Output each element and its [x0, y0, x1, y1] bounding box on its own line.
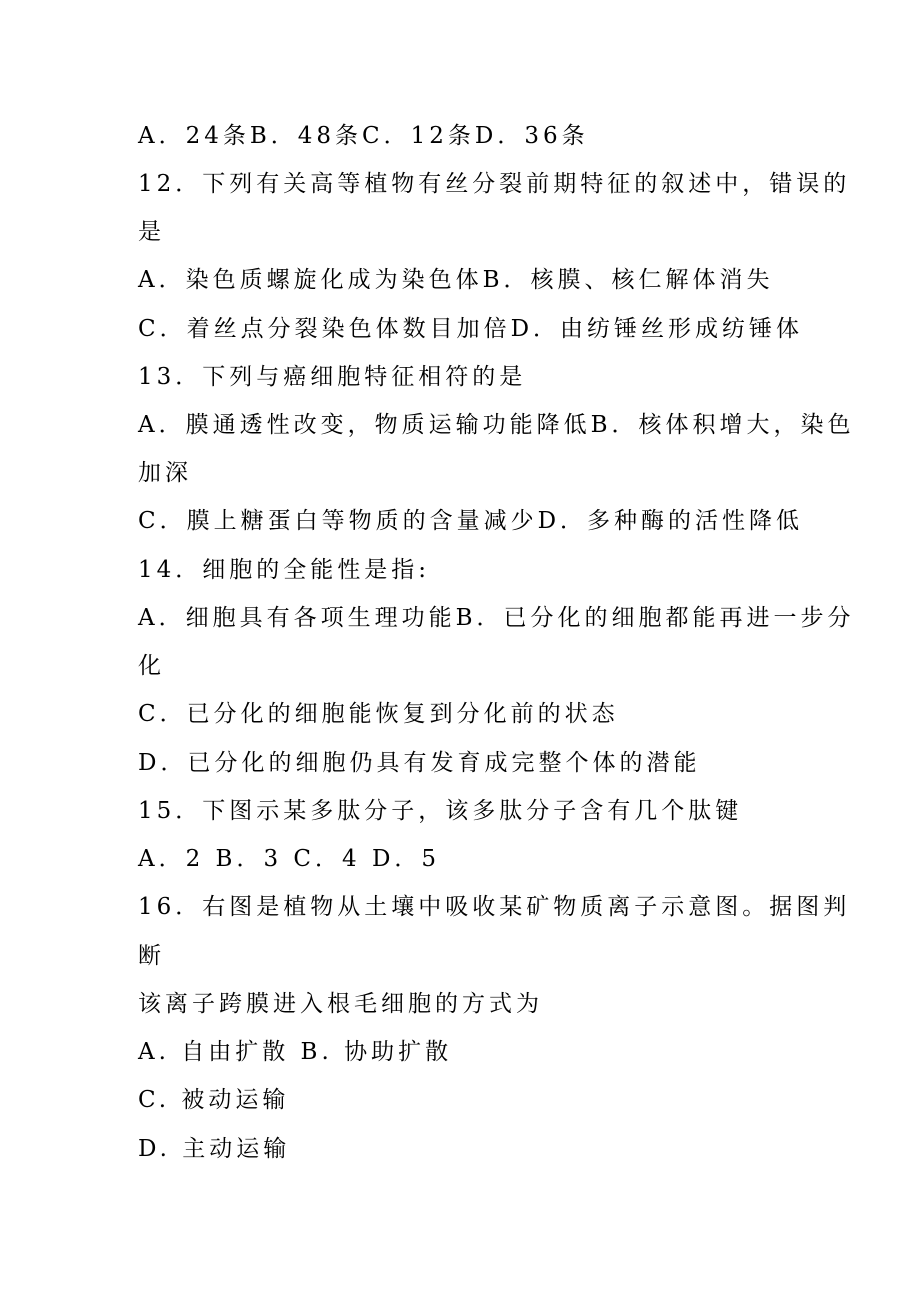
q16-options-ab: A. 自由扩散 B. 协助扩散	[138, 1039, 453, 1065]
q13-options-ab-cont: 加深	[138, 460, 192, 486]
q12-options-ab: A．染色质螺旋化成为染色体B．核膜、核仁解体消失	[138, 267, 774, 293]
q15-options: A．2 B．3 C．4 D．5	[138, 846, 441, 872]
q16-stem-cont: 断	[138, 943, 165, 969]
q14-options-ab: A．细胞具有各项生理功能B．已分化的细胞都能再进一步分	[138, 605, 855, 631]
q14-option-c: C．已分化的细胞能恢复到分化前的状态	[138, 701, 619, 727]
q13-stem: 13．下列与癌细胞特征相符的是	[138, 364, 527, 390]
q16-stem: 16．右图是植物从土壤中吸收某矿物质离子示意图。据图判	[138, 894, 851, 920]
q16-option-c: C. 被动运输	[138, 1087, 290, 1113]
q13-options-cd: C．膜上糖蛋白等物质的含量减少D．多种酶的活性降低	[138, 508, 804, 534]
q14-stem: 14．细胞的全能性是指:	[138, 557, 431, 583]
q12-options-cd: C．着丝点分裂染色体数目加倍D．由纺锤丝形成纺锤体	[138, 316, 804, 342]
q12-stem-cont: 是	[138, 219, 165, 245]
q16-option-d: D. 主动运输	[138, 1136, 291, 1162]
q16-stem-cont2: 该离子跨膜进入根毛细胞的方式为	[138, 991, 543, 1017]
q15-stem: 15．下图示某多肽分子，该多肽分子含有几个肽键	[138, 798, 743, 824]
q13-options-ab: A．膜通透性改变，物质运输功能降低B．核体积增大，染色	[138, 412, 855, 438]
q14-option-d: D．已分化的细胞仍具有发育成完整个体的潜能	[138, 750, 701, 776]
q11-options: A．24条B．48条C．12条D．36条	[138, 123, 589, 149]
q12-stem: 12．下列有关高等植物有丝分裂前期特征的叙述中，错误的	[138, 171, 851, 197]
q14-options-ab-cont: 化	[138, 653, 165, 679]
